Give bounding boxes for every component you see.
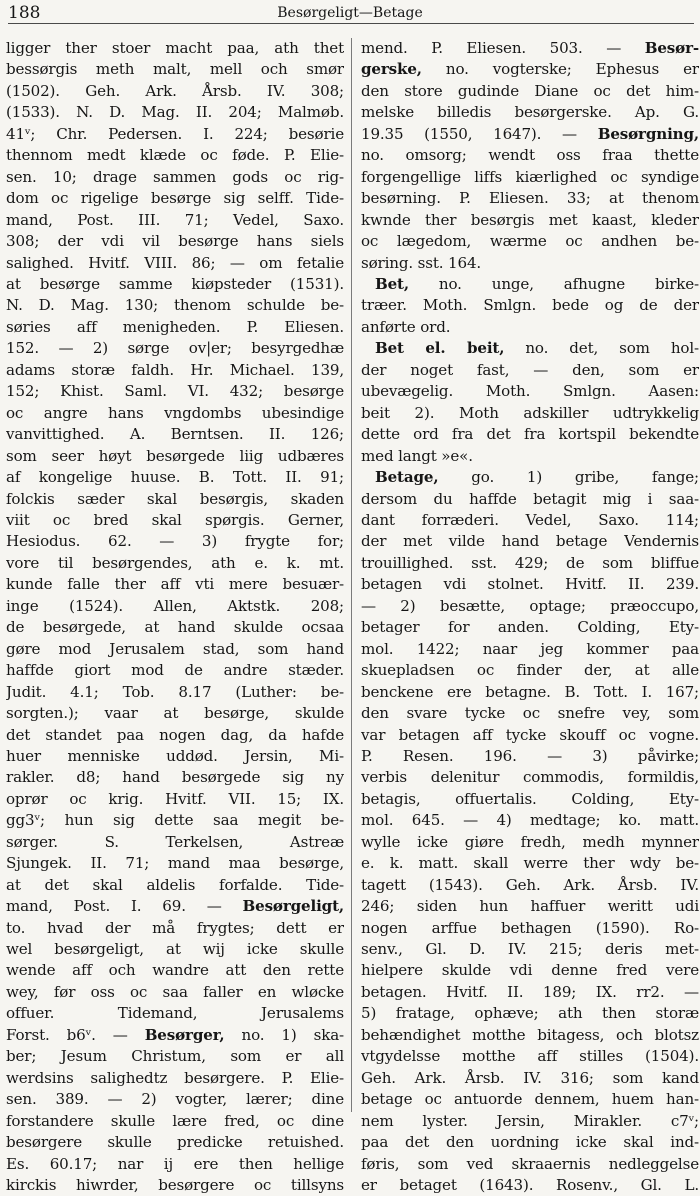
text-line: ber; Jesum Christum, som er all bbox=[6, 1047, 344, 1066]
text-line: wel besørgeligt, at wij icke skulle bbox=[6, 940, 344, 959]
text-line: adams storæ faldh. Hr. Michael. 139, bbox=[6, 360, 344, 379]
text-line: behændighet motthe bitagess, och blotsz bbox=[361, 1025, 699, 1044]
text-line: 5) fratage, ophæve; ath then storæ bbox=[361, 1004, 699, 1023]
text-line: tagett (1543). Geh. Ark. Årsb. IV. bbox=[361, 875, 699, 894]
text-line: trouillighed. sst. 429; de som bliffue bbox=[361, 553, 699, 572]
text-line: verbis delenitur commodis, formildis, bbox=[361, 768, 699, 787]
text-line: søries aff menigheden. P. Eliesen. bbox=[6, 317, 344, 336]
text-line: viit oc bred skal spørgis. Gerner, bbox=[6, 510, 344, 529]
text-line: 152; Khist. Saml. VI. 432; besørge bbox=[6, 382, 344, 401]
text-line: 152. — 2) sørge ov|er; besyrgedhæ bbox=[6, 339, 344, 358]
page-number: 188 bbox=[8, 3, 41, 23]
text-line: betagen vdi stolnet. Hvitf. II. 239. bbox=[361, 575, 699, 594]
text-line: Bet el. beit, no. det, som hol- bbox=[375, 339, 699, 358]
page-header bbox=[0, 0, 700, 26]
text-line: det standet paa nogen dag, da hafde bbox=[6, 725, 344, 744]
header-rule bbox=[8, 23, 694, 24]
text-line: haffde giort mod de andre stæder. bbox=[6, 661, 344, 680]
text-line: den store gudinde Diane oc det him- bbox=[361, 81, 699, 100]
text-line: sørger. S. Terkelsen, Astreæ bbox=[6, 832, 344, 851]
text-line: no. omsorg; wendt oss fraa thette bbox=[361, 146, 699, 165]
text-line: werdsins salighedtz besørgere. P. Elie- bbox=[6, 1068, 344, 1087]
text-line: sen. 10; drage sammen gods oc rig- bbox=[6, 167, 344, 186]
text-line: dette ord fra det fra kortspil bekendte bbox=[361, 425, 699, 444]
text-line: N. D. Mag. 130; thenom schulde be- bbox=[6, 296, 344, 315]
text-line: folckis sæder skal besørgis, skaden bbox=[6, 489, 344, 508]
text-line: vanvittighed. A. Berntsen. II. 126; bbox=[6, 425, 344, 444]
text-line: gøre mod Jerusalem stad, som hand bbox=[6, 639, 344, 658]
text-line: mend. P. Eliesen. 503. — Besør- bbox=[361, 39, 699, 57]
text-line: ligger ther stoer macht paa, ath thet bbox=[6, 39, 344, 57]
text-line: betage oc antuorde dennem, huem han- bbox=[361, 1090, 699, 1109]
text-line: Es. 60.17; nar ij ere then hellige bbox=[6, 1154, 344, 1173]
text-line: forstandere skulle lære fred, oc dine bbox=[6, 1111, 344, 1130]
text-line: den svare tycke oc snefre vey, som bbox=[361, 704, 699, 723]
text-line: betagis, offuertalis. Colding, Ety- bbox=[361, 789, 699, 808]
text-line: huer menniske uddød. Jersin, Mi- bbox=[6, 746, 344, 765]
text-line: der met vilde hand betage Vendernis bbox=[361, 532, 699, 551]
text-line: som seer høyt besørgede liig udbæres bbox=[6, 446, 344, 465]
text-line: gg3ᵛ; hun sig dette saa megit be- bbox=[6, 811, 344, 830]
text-line: dersom du haffde betagit mig i saa- bbox=[361, 489, 699, 508]
text-line: mand, Post. III. 71; Vedel, Saxo. bbox=[6, 210, 344, 229]
text-line: wende aff och wandre att den rette bbox=[6, 961, 344, 980]
text-line: Bet, no. unge, afhugne birke- bbox=[375, 274, 699, 293]
text-line: dom oc rigelige besørge sig selff. Tide- bbox=[6, 189, 344, 208]
text-line: nogen arffue bethagen (1590). Ro- bbox=[361, 918, 699, 937]
running-head: Besørgeligt—Betage bbox=[277, 5, 423, 21]
text-line: ubevægelig. Moth. Smlgn. Aasen: bbox=[361, 382, 699, 401]
text-line: to. hvad der må frygtes; dett er bbox=[6, 918, 344, 937]
text-line: vtgydelsse motthe aff stilles (1504). bbox=[361, 1047, 699, 1066]
text-line: (1502). Geh. Ark. Årsb. IV. 308; bbox=[6, 81, 344, 100]
headword: Bet, bbox=[375, 274, 409, 293]
text-line: gerske, no. vogterske; Ephesus er bbox=[361, 60, 699, 79]
text-line: kwnde ther besørgis met kaast, kleder bbox=[361, 210, 699, 229]
text-line: anførte ord. bbox=[361, 317, 451, 336]
text-line: 308; der vdi vil besørge hans siels bbox=[6, 232, 344, 251]
text-line: paa det den uordning icke skal ind- bbox=[361, 1133, 699, 1152]
text-line: at besørge samme kiøpsteder (1531). bbox=[6, 274, 344, 293]
left-column bbox=[6, 38, 344, 1196]
text-line: (1533). N. D. Mag. II. 204; Malmøb. bbox=[6, 103, 344, 122]
text-line: mol. 1422; naar jeg kommer paa bbox=[361, 639, 699, 658]
text-line: beit 2). Moth adskiller udtrykkelig bbox=[361, 403, 699, 422]
text-line: 246; siden hun haffuer weritt udi bbox=[361, 897, 699, 916]
text-line: dant forræderi. Vedel, Saxo. 114; bbox=[361, 510, 699, 529]
headword: Besør- bbox=[644, 39, 699, 57]
text-line: wey, før oss oc saa faller en wløcke bbox=[6, 982, 344, 1001]
text-line: besørning. P. Eliesen. 33; at thenom bbox=[361, 189, 699, 208]
text-line: mand, Post. I. 69. — Besørgeligt, bbox=[6, 897, 344, 916]
text-line: 19.35 (1550, 1647). — Besørgning, bbox=[361, 124, 699, 143]
text-line: betagen. Hvitf. II. 189; IX. rr2. — bbox=[361, 982, 699, 1001]
text-line: sorgten.); vaar at besørge, skulde bbox=[6, 704, 344, 723]
right-column bbox=[361, 38, 699, 1196]
text-line: føris, som ved skraaernis nedleggelse bbox=[361, 1154, 699, 1173]
text-line: kirckis hiwrder, besørgere oc tillsyns bbox=[6, 1176, 344, 1195]
text-line: 41ᵛ; Chr. Pedersen. I. 224; besørie bbox=[6, 124, 344, 143]
text-line: nem lyster. Jersin, Mirakler. c7ᵛ; bbox=[361, 1111, 699, 1130]
text-line: wylle icke giøre fredh, medh mynner bbox=[361, 832, 699, 851]
text-line: med langt »e«. bbox=[361, 446, 473, 465]
text-line: betager for anden. Colding, Ety- bbox=[361, 618, 699, 637]
text-line: vore til besørgendes, ath e. k. mt. bbox=[6, 553, 344, 572]
text-line: P. Resen. 196. — 3) påvirke; bbox=[361, 746, 699, 765]
text-line: oc angre hans vngdombs ubesindige bbox=[6, 403, 344, 422]
text-line: træer. Moth. Smlgn. bede og de der bbox=[361, 296, 699, 315]
text-line: bessørgis meth malt, mell och smør bbox=[6, 60, 344, 79]
text-line: er betaget (1643). Rosenv., Gl. L. bbox=[361, 1176, 699, 1195]
text-line: sen. 389. — 2) vogter, lærer; dine bbox=[6, 1090, 344, 1109]
text-line: kunde falle ther aff vti mere besuær- bbox=[6, 575, 344, 594]
text-line: inge (1524). Allen, Aktstk. 208; bbox=[6, 596, 344, 615]
column-divider bbox=[351, 38, 352, 1112]
text-line: søring. sst. 164. bbox=[361, 253, 482, 272]
text-line: — 2) besætte, optage; præoccupo, bbox=[361, 596, 699, 615]
text-line: salighed. Hvitf. VIII. 86; — om fetalie bbox=[6, 253, 344, 272]
text-line: Forst. b6ᵛ. — Besørger, no. 1) ska- bbox=[6, 1025, 344, 1044]
headword: Betage, bbox=[375, 468, 439, 487]
text-line: benckene ere betagne. B. Tott. I. 167; bbox=[361, 682, 699, 701]
text-line: offuer. Tidemand, Jerusalems bbox=[6, 1004, 344, 1023]
text-line: der noget fast, — den, som er bbox=[361, 360, 699, 379]
text-line: de besørgede, at hand skulde ocsaa bbox=[6, 618, 344, 637]
text-line: af kongelige huuse. B. Tott. II. 91; bbox=[6, 468, 344, 487]
text-line: senv., Gl. D. IV. 215; deris met- bbox=[361, 940, 699, 959]
text-line: Sjungek. II. 71; mand maa besørge, bbox=[6, 854, 344, 873]
headword: Besørgeligt, bbox=[242, 897, 344, 916]
text-line: Betage, go. 1) gribe, fange; bbox=[375, 468, 699, 487]
text-line: skuepladsen oc finder der, at alle bbox=[361, 661, 699, 680]
text-line: besørgere skulle predicke retuished. bbox=[6, 1133, 344, 1152]
text-line: Judit. 4.1; Tob. 8.17 (Luther: be- bbox=[6, 682, 344, 701]
text-line: melske billedis besørgerske. Ap. G. bbox=[361, 103, 699, 122]
headword: gerske, bbox=[361, 60, 422, 79]
text-line: thennom medt klæde oc føde. P. Elie- bbox=[6, 146, 344, 165]
text-line: at det skal aldelis forfalde. Tide- bbox=[6, 875, 344, 894]
headword: Bet el. beit, bbox=[375, 339, 505, 358]
text-line: mol. 645. — 4) medtage; ko. matt. bbox=[361, 811, 699, 830]
text-line: hielpere skulde vdi denne fred vere bbox=[361, 961, 699, 980]
headword: Besørger, bbox=[144, 1025, 225, 1044]
text-line: forgengellige liffs kiærlighed oc syndige bbox=[361, 167, 699, 186]
text-line: var betagen aff tycke skouff oc vogne. bbox=[361, 725, 699, 744]
text-line: Hesiodus. 62. — 3) frygte for; bbox=[6, 532, 344, 551]
text-line: e. k. matt. skall werre ther wdy be- bbox=[361, 854, 699, 873]
text-line: rakler. d8; hand besørgede sig ny bbox=[6, 768, 344, 787]
headword: Besørgning, bbox=[597, 124, 699, 143]
text-line: oc lægedom, wærme oc andhen be- bbox=[361, 232, 699, 251]
text-line: oprør oc krig. Hvitf. VII. 15; IX. bbox=[6, 789, 344, 808]
text-line: Geh. Ark. Årsb. IV. 316; som kand bbox=[361, 1068, 699, 1087]
